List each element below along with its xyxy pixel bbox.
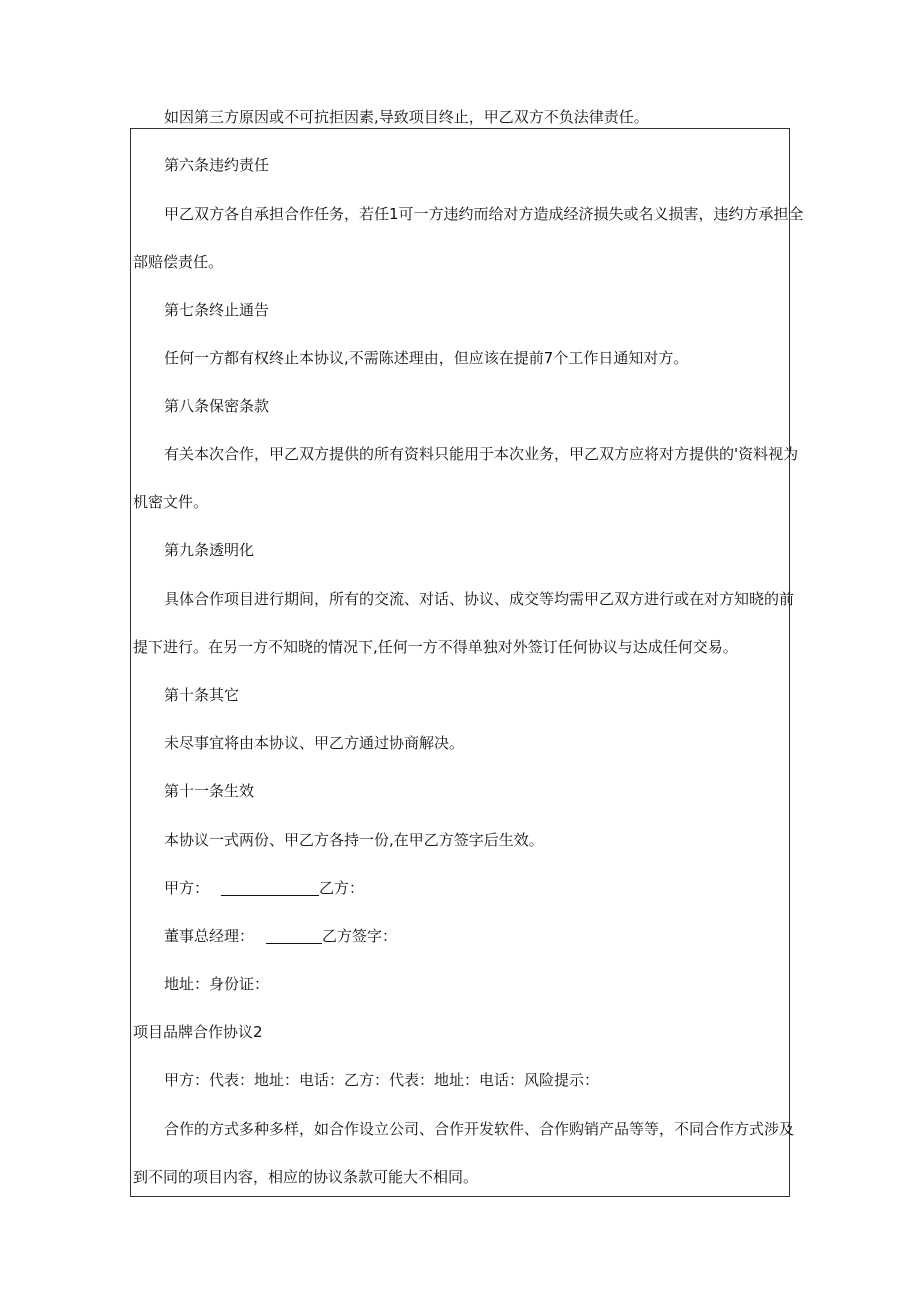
force-majeure-clause: 如因第三方原因或不可抗拒因素,导致项目终止，甲乙双方不负法律责任。: [164, 108, 649, 126]
gm-label: 董事总经理：: [164, 927, 255, 945]
party-signature-line: [130, 879, 790, 897]
gm-blank: [266, 928, 322, 944]
article-9-heading: 第九条透明化: [164, 541, 255, 559]
risk-note-line-1: 合作的方式多种多样，如合作设立公司、合作开发软件、合作购销产品等等，不同合作方式涉及: [164, 1120, 795, 1138]
party-b-label: 乙方：: [319, 879, 365, 897]
article-7-body-line-1: 任何一方都有权终止本协议,不需陈述理由，但应该在提前7个工作日通知对方。: [164, 349, 689, 367]
address-id-line: 地址：身份证：: [164, 975, 270, 993]
agreement-2-title: 项目品牌合作协议2: [133, 1023, 263, 1041]
party-a-blank: [221, 880, 319, 896]
party-a-label: 甲方：: [164, 879, 210, 897]
manager-signature-line: [130, 927, 790, 945]
risk-note-line-2: 到不同的项目内容，相应的协议条款可能大不相同。: [133, 1168, 479, 1186]
article-10-body-line-1: 未尽事宜将由本协议、甲乙方通过协商解决。: [164, 734, 465, 752]
article-7-heading: 第七条终止通告: [164, 301, 270, 319]
agreement-2-parties-line: 甲方：代表：地址：电话：乙方：代表：地址：电话：风险提示：: [164, 1071, 600, 1089]
article-6-heading: 第六条违约责任: [164, 156, 270, 174]
article-6-body-line-2: 部赔偿责任。: [133, 253, 224, 271]
article-11-heading: 第十一条生效: [164, 782, 255, 800]
article-6-body-line-1: 甲乙双方各自承担合作任务，若任1可一方违约而给对方造成经济损失或名义损害，违约方承担全: [164, 205, 804, 223]
article-9-body-line-2: 提下进行。在另一方不知晓的情况下,任何一方不得单独对外签订任何协议与达成任何交易。: [133, 638, 738, 656]
article-9-body-line-1: 具体合作项目进行期间，所有的交流、对话、协议、成交等均需甲乙双方进行或在对方知晓的前: [164, 590, 795, 608]
party-b-sign-label: 乙方签字：: [322, 927, 398, 945]
article-8-heading: 第八条保密条款: [164, 397, 270, 415]
article-11-body-line-1: 本协议一式两份、甲乙方各持一份,在甲乙方签字后生效。: [164, 831, 544, 849]
article-8-body-line-2: 机密文件。: [133, 493, 209, 511]
article-8-body-line-1: 有关本次合作，甲乙双方提供的所有资料只能用于本次业务，甲乙双方应将对方提供的'资料视为: [164, 445, 799, 463]
article-10-heading: 第十条其它: [164, 686, 240, 704]
